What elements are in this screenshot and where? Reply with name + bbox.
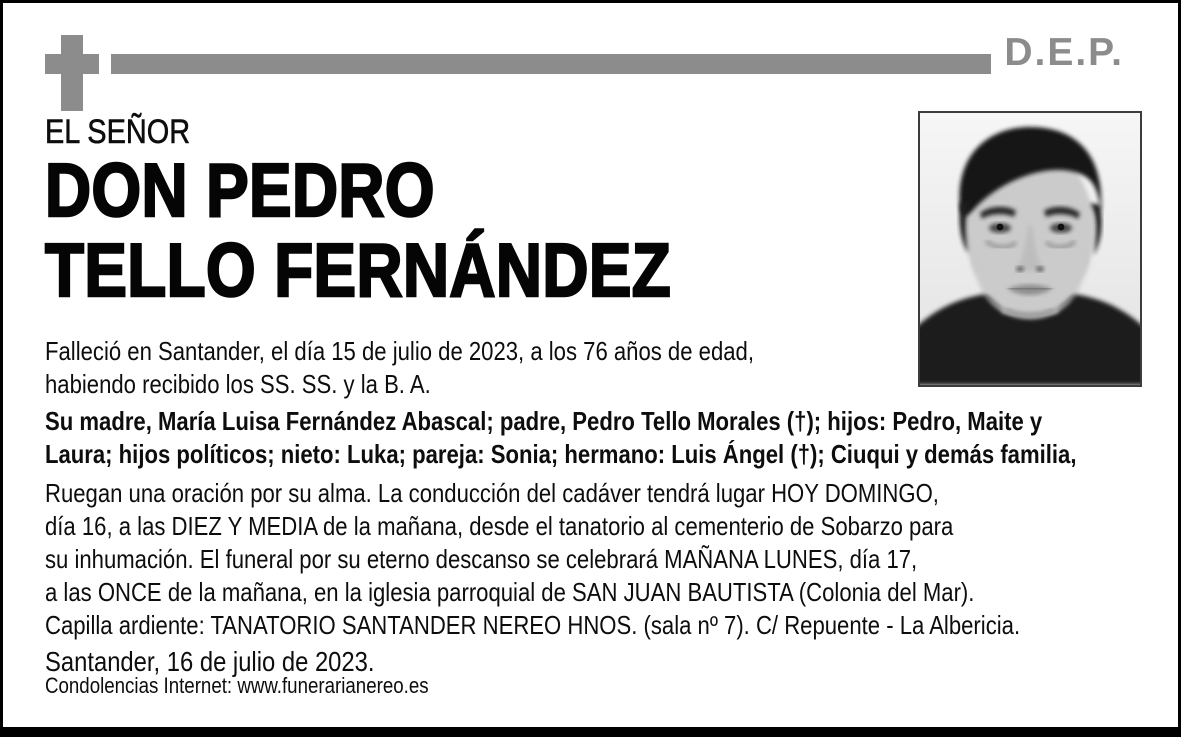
header-divider-rule — [111, 54, 991, 74]
funeral-details-line: Capilla ardiente: TANATORIO SANTANDER NEREO HNOS. (sala nº 7). C/ Repuente - La Albericia. — [45, 610, 1021, 640]
family-list-line: Su madre, María Luisa Fernández Abascal; padre, Pedro Tello Morales (†); hijos: Pedro, Maite y — [45, 406, 1043, 436]
death-notice-line: Falleció en Santander, el día 15 de julio de 2023, a los 76 años de edad, — [45, 336, 754, 366]
portrait-illustration — [920, 113, 1140, 385]
condolences-url-line: Condolencias Internet: www.funerarianereo.es — [45, 673, 429, 698]
deceased-name-line1: DON PEDRO — [45, 148, 435, 232]
dep-label: D.E.P. — [1004, 31, 1124, 74]
cross-icon — [45, 54, 99, 74]
family-list-line: Laura; hijos políticos; nieto: Luka; pareja: Sonia; hermano: Luis Ángel (†); Ciuqui y demás familia, — [45, 439, 1077, 469]
deceased-name — [45, 150, 671, 310]
funeral-details-line: su inhumación. El funeral por su eterno descanso se celebrará MAÑANA LUNES, día 17, — [45, 544, 918, 574]
family-list — [45, 405, 1076, 471]
place-date: Santander, 16 de julio de 2023. — [45, 646, 375, 677]
death-notice-line: habiendo recibido los SS. SS. y la B. A. — [45, 369, 431, 399]
funeral-details-line: Ruegan una oración por su alma. La conducción del cadáver tendrá lugar HOY DOMINGO, — [45, 478, 939, 508]
funeral-details-line: día 16, a las DIEZ Y MEDIA de la mañana, desde el tanatorio al cementerio de Sobarzo para — [45, 511, 954, 541]
portrait-photo — [918, 111, 1142, 387]
pretitle: EL SEÑOR — [45, 113, 191, 151]
deceased-name-line2: TELLO FERNÁNDEZ — [45, 228, 672, 312]
funeral-details-line: a las ONCE de la mañana, en la iglesia parroquial de SAN JUAN BAUTISTA (Colonia del Mar). — [45, 577, 975, 607]
death-notice — [45, 335, 754, 401]
funeral-details — [45, 477, 1020, 642]
